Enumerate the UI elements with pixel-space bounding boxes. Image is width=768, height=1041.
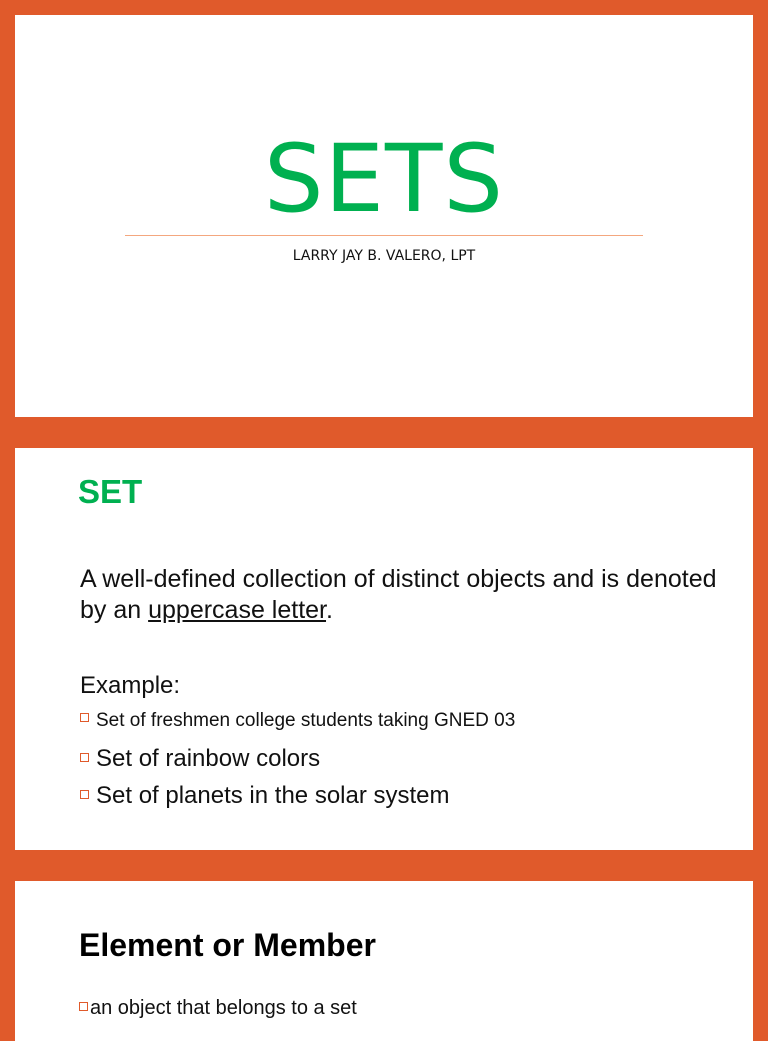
list-item-label: Set of freshmen college students taking GNED 03 (96, 710, 516, 731)
list-item (80, 710, 515, 732)
list-item-label: an object that belongs to a set (90, 997, 357, 1019)
definition-text (80, 564, 720, 626)
square-outline-bullet-icon (79, 1002, 88, 1011)
slide-set-definition (15, 448, 753, 850)
definition-text-end: . (326, 596, 333, 624)
square-outline-bullet-icon (80, 790, 89, 799)
slide-title-text: SETS (263, 125, 505, 234)
definition-text-part: A well-defined collection of distinct objects and is denoted by an (80, 565, 717, 624)
title-divider (125, 235, 643, 236)
list-item (80, 745, 320, 773)
slide-title (15, 15, 753, 417)
author-subtitle: LARRY JAY B. VALERO, LPT (292, 248, 476, 264)
square-outline-bullet-icon (80, 713, 89, 722)
definition-underlined-term: uppercase letter (148, 596, 327, 624)
slide-heading: SET (78, 473, 143, 510)
square-outline-bullet-icon (80, 753, 89, 762)
slide-heading: Element or Member (79, 927, 376, 963)
list-item (79, 997, 357, 1020)
example-label: Example: (80, 672, 181, 699)
slide-element-member (15, 881, 753, 1041)
list-item (80, 782, 450, 810)
list-item-label: Set of rainbow colors (96, 745, 321, 772)
list-item-label: Set of planets in the solar system (96, 782, 450, 809)
